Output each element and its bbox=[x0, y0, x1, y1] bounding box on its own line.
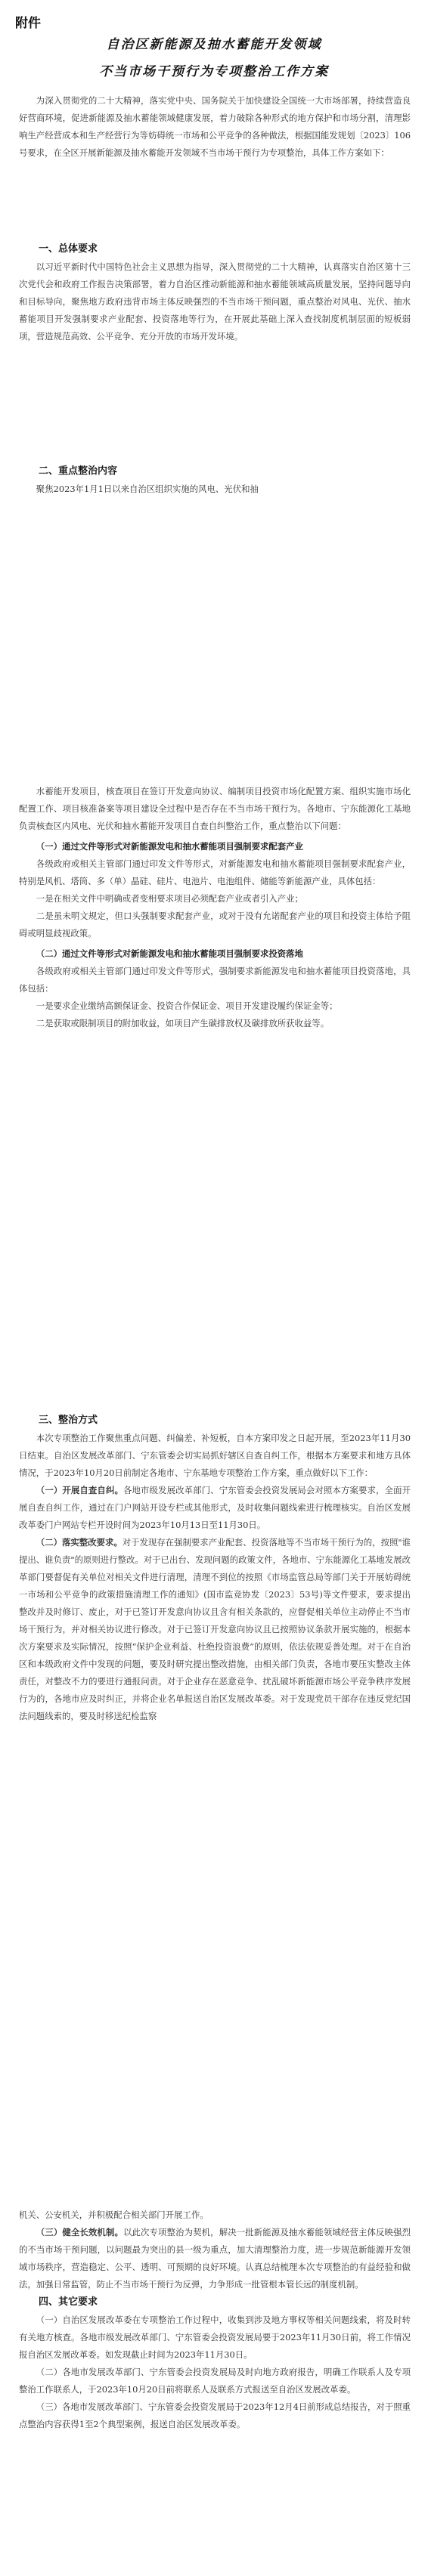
section3-subheading-2: （二）落实整改要求。 bbox=[36, 1537, 123, 1548]
section2-sub1-paragraph-3: 二是虽未明文规定，但口头强制要求配套产业，或对于没有允诺配套产业的项目和投资主体给予阻碍或明显歧视政策。 bbox=[19, 911, 411, 939]
section-heading-4: 四、其它要求 bbox=[39, 2296, 98, 2308]
section3-sub2-text: 对于发现存在强制要求产业配套、投资落地等不当市场干预行为的，按照"谁提出、谁负责"的原则进行整改。对于已出台、发现问题的政策文件，各地市、宁东能源化工基地发展改革部门要督促有关单位对相关文件进行清理，清理不到位的按照《市场监管总局等部门关于开展妨碍统一市场和公平竞争的政策措施清理工作的通知》(国市监竞协发〔2023〕53号)等文件要求，要求提出整改并及时修订、废止，对于已签订开发意向协议且含有相关条款的，应督促相关单位主动停止不当市场干预行为，并对相关协议进行修改。对于已签订开发意向协议且已按照协议条款开展实施的，根据本次方案要求及实际情况，按照“保护企业利益、杜绝投资浪费”的原则，依法依规妥善处理。对于在自治区和本级政府文件中发现的问题，要及时研究提出整改措施，由相关部门负责，各地市要压实整改主体责任，对整改不力的要进行通报问责。对于企业存在恶意竞争、扰乱破坏新能源市场公平竞争秩序发展行为的，各地市应及时纠正，并将企业名单报送自治区发展改革委。对于发现党员干部存在违反党纪国法问题线索的，要及时移送纪检监察 bbox=[19, 1537, 411, 1721]
section4-paragraph-2: （二）各地市发展改革部门、宁东管委会投资发展局及时向地方政府报告，明确工作联系人及专项整治工作联系人，于2023年10月20日前将联系人及联系方式报送至自治区发展改革委。 bbox=[19, 2367, 411, 2395]
section3-paragraph-1: 本次专项整治工作聚焦重点问题、纠偏差、补短板，自本方案印发之日起开展，至2023年11月30日结束。自治区发展改革部门、宁东管委会切实局抓好辖区自查自纠工作，根据本方案要求和地方具体情况，于2023年10月20日前制定各地市、宁东基地专项整治工作方案，重点做好以下工作： bbox=[19, 1433, 411, 1478]
section-general-requirements bbox=[19, 240, 411, 345]
section-key-content-continued bbox=[19, 783, 411, 1032]
section3-sub3-text: 以此次专项整治为契机，解决一批新能源及抽水蓄能领域经营主体反映强烈的不当市场干预问题，以问题最为突出的县一级为重点，加大清理整治力度，进一步规范新能源开发领域市场秩序，营造稳定、公平、透明、可预期的良好环境。认真总结梳理本次专项整治的有益经验和做法，加强日常监管，防止不当市场干预行为反弹，力争形成一批管根本管长远的制度机制。 bbox=[19, 2227, 411, 2290]
section3-sub2-paragraph bbox=[19, 1534, 411, 1725]
intro-paragraph: 为深入贯彻党的二十大精神，落实党中央、国务院关于加快建设全国统一大市场部署，持续营造良好营商环境，促进新能源及抽水蓄能领域健康发展，着力破除各种形式的地方保护和市场分割，清理影响生产经营成本和生产经营行为等妨碍统一市场和公平竞争的各种做法，根据国能发规划〔2023〕106号要求，在全区开展新能源及抽水蓄能开发领域不当市场干预行为专项整治，具体工作方案如下： bbox=[19, 95, 411, 158]
section-heading-2: 二、重点整治内容 bbox=[39, 465, 118, 477]
document-title-line-1: 自治区新能源及抽水蓄能开发领域 bbox=[106, 37, 322, 52]
section3-sub3-paragraph bbox=[19, 2224, 411, 2293]
section-methods-continued bbox=[19, 2206, 411, 2433]
section2-sub1-paragraph-1: 各级政府或相关主管部门通过印发文件等形式，对新能源发电和抽水蓄能项目强制要求配套产业，特别是风机、塔筒、多（单）晶硅、硅片、电池片、电池组件、储能等新能源产业，具体包括： bbox=[19, 858, 411, 886]
section2-paragraph-1: 聚焦2023年1月1日以来自治区组织实施的风电、光伏和抽 bbox=[36, 484, 259, 494]
document-title-line-2: 不当市场干预行为专项整治工作方案 bbox=[99, 64, 329, 79]
section3-sub1-paragraph bbox=[19, 1482, 411, 1534]
section3-sub1-text: 各地市级发展改革部门、宁东管委会投资发展局会对照本方案要求，全面开展自查自纠工作，通过在门户网站开设专栏或其他形式，及时收集问题线索进行梳理核实。自治区发展改革委门户网站专栏开设时间为2023年10月13日至11月30日。 bbox=[19, 1485, 411, 1530]
section2-sub1-paragraph-2: 一是在相关文件中明确或者变相要求项目必须配套产业或者引入产业； bbox=[36, 893, 303, 904]
section2-subheading-1: （一）通过文件等形式对新能源发电和抽水蓄能项目强制要求配套产业 bbox=[36, 841, 303, 852]
section-methods bbox=[19, 1412, 411, 1725]
section2-subheading-2: （二）通过文件等形式对新能源发电和抽水蓄能项目强制要求投资落地 bbox=[36, 948, 303, 959]
section4-paragraph-3: （三）各地市发展改革部门、宁东管委会投资发展局于2023年12月4日前形成总结报告，对于照重点整治内容获得1至2个典型案例，报送自治区发展改革委。 bbox=[19, 2401, 411, 2429]
section2-sub2-paragraph-3: 二是获取或限制项目的附加收益，如项目产生碳排放权及碳排放所获收益等。 bbox=[36, 1018, 330, 1028]
section2-sub2-paragraph-1: 各级政府或相关主管部门通过印发文件等形式，强制要求新能源发电和抽水蓄能项目投资落地，具体包括： bbox=[19, 966, 411, 994]
section-heading-3: 三、整治方式 bbox=[39, 1415, 98, 1426]
section-key-content bbox=[19, 462, 411, 498]
section4-paragraph-1: （一）自治区发展改革委在专项整治工作过程中，收集到涉及地方事权等相关问题线索，将及时转有关地方核查。各地市级发展改革部门、宁东管委会投资发展局要于2023年11月30日前，将工作情况报自治区发展改革委。如发现截止时间为2023年11月30日。 bbox=[19, 2315, 411, 2360]
section3-subheading-1: （一）开展自查自纠。 bbox=[36, 1485, 123, 1495]
section2-sub2-paragraph-2: 一是要求企业缴纳高额保证金、投资合作保证金、项目开发建设履约保证金等； bbox=[36, 1000, 338, 1011]
section-heading-1: 一、总体要求 bbox=[39, 243, 98, 255]
attachment-label: 附件 bbox=[15, 16, 41, 31]
section2-paragraph-2: 水蓄能开发项目，核查项目在签订开发意向协议、编制项目投资市场化配置方案、组织实施市场化配置工作、项目核准备案等项目建设全过程中是否存在不当市场干预行为。各地市、宁东能源化工基地负责核查区内风电、光伏和抽水蓄能开发项目自查自纠整治工作，重点整治以下问题： bbox=[19, 786, 411, 831]
section3-sub2-continuation: 机关、公安机关，并积极配合相关部门开展工作。 bbox=[19, 2210, 209, 2220]
intro-block bbox=[19, 92, 411, 162]
section1-paragraph: 以习近平新时代中国特色社会主义思想为指导，深入贯彻党的二十大精神，认真落实自治区第十三次党代会和政府工作报告决策部署，着力自治区推动新能源和抽水蓄能领域高质量发展，坚持问题导向和目标导向，聚焦地方政府违背市场主体反映强烈的不当市场干预问题，重点整治对风电、光伏、抽水蓄能项目开发强制要求产业配套、投资落地等行为，在开展此基础上深入查找制度机制层面的短板弱项，营造规范高效、公平竞争、充分开放的市场开发环境。 bbox=[19, 261, 411, 342]
section3-subheading-3: （三）健全长效机制。 bbox=[36, 2227, 123, 2237]
